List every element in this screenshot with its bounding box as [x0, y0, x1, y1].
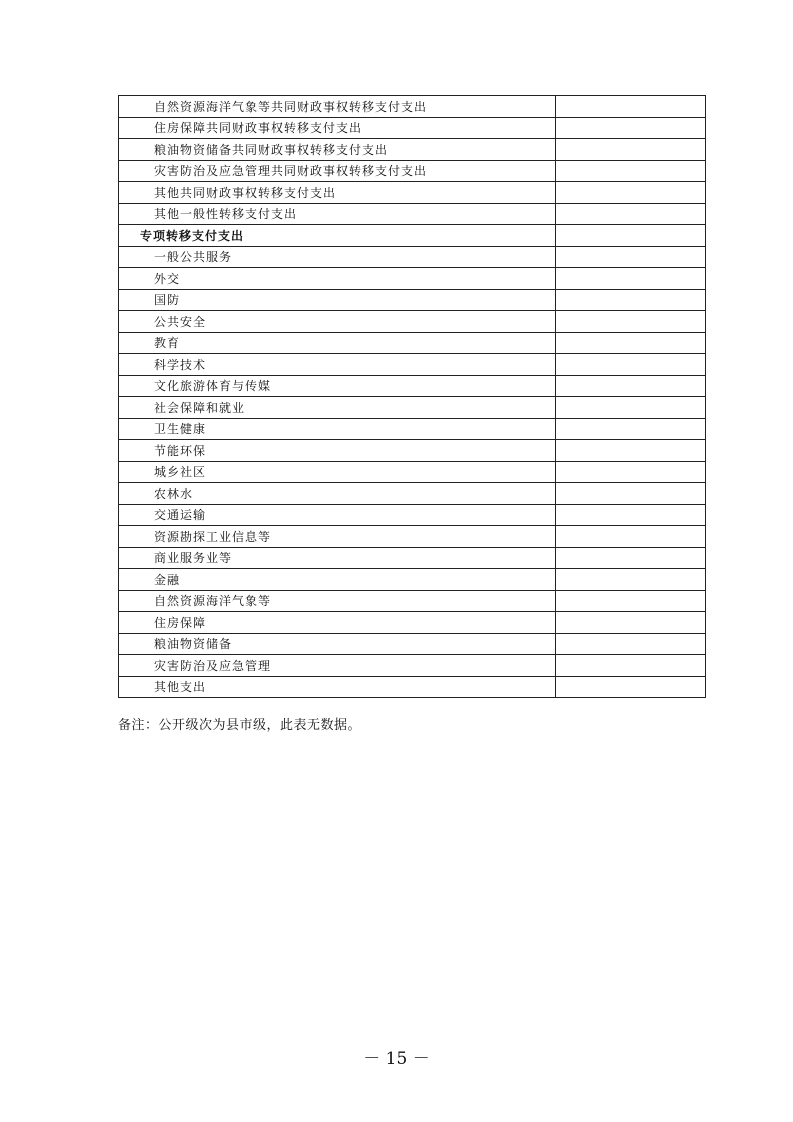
table-row [119, 117, 706, 139]
row-value [556, 676, 706, 698]
row-label: 社会保障和就业 [119, 397, 556, 419]
table-row [119, 332, 706, 354]
row-value [556, 547, 706, 569]
row-value [556, 203, 706, 225]
row-value [556, 354, 706, 376]
row-label: 灾害防治及应急管理共同财政事权转移支付支出 [119, 160, 556, 182]
table-row [119, 547, 706, 569]
row-label: 自然资源海洋气象等共同财政事权转移支付支出 [119, 96, 556, 118]
row-value [556, 311, 706, 333]
row-label: 其他支出 [119, 676, 556, 698]
row-label: 自然资源海洋气象等 [119, 590, 556, 612]
table-row [119, 96, 706, 118]
row-label: 交通运输 [119, 504, 556, 526]
table-row [119, 461, 706, 483]
table-row [119, 182, 706, 204]
table-row [119, 139, 706, 161]
footnote: 备注：公开级次为县市级，此表无数据。 [118, 718, 362, 733]
table-row [119, 504, 706, 526]
row-label: 专项转移支付支出 [119, 225, 556, 247]
expenditure-table-body [119, 96, 706, 698]
row-label: 外交 [119, 268, 556, 290]
row-label: 金融 [119, 569, 556, 591]
table-row [119, 440, 706, 462]
table-row [119, 225, 706, 247]
table-row [119, 676, 706, 698]
row-value [556, 117, 706, 139]
row-value [556, 504, 706, 526]
table-row [119, 612, 706, 634]
row-value [556, 633, 706, 655]
table-row [119, 590, 706, 612]
row-value [556, 246, 706, 268]
table-row [119, 289, 706, 311]
row-value [556, 418, 706, 440]
table-row [119, 354, 706, 376]
row-label: 教育 [119, 332, 556, 354]
expenditure-table [118, 95, 706, 698]
row-label: 文化旅游体育与传媒 [119, 375, 556, 397]
row-label: 其他共同财政事权转移支付支出 [119, 182, 556, 204]
row-label: 一般公共服务 [119, 246, 556, 268]
row-label: 公共安全 [119, 311, 556, 333]
row-label: 粮油物资储备共同财政事权转移支付支出 [119, 139, 556, 161]
row-value [556, 160, 706, 182]
table-row [119, 397, 706, 419]
row-value [556, 397, 706, 419]
table-row [119, 418, 706, 440]
table-row [119, 375, 706, 397]
page-number: － 15 － [363, 1049, 430, 1069]
row-value [556, 483, 706, 505]
row-value [556, 655, 706, 677]
row-label: 农林水 [119, 483, 556, 505]
row-label: 资源勘探工业信息等 [119, 526, 556, 548]
row-label: 其他一般性转移支付支出 [119, 203, 556, 225]
row-value [556, 225, 706, 247]
row-label: 商业服务业等 [119, 547, 556, 569]
row-value [556, 139, 706, 161]
table-row [119, 246, 706, 268]
row-value [556, 268, 706, 290]
row-label: 灾害防治及应急管理 [119, 655, 556, 677]
row-value [556, 526, 706, 548]
row-label: 卫生健康 [119, 418, 556, 440]
row-value [556, 612, 706, 634]
table-row [119, 483, 706, 505]
table-row [119, 311, 706, 333]
row-label: 节能环保 [119, 440, 556, 462]
row-value [556, 96, 706, 118]
row-value [556, 440, 706, 462]
row-value [556, 289, 706, 311]
table-row [119, 160, 706, 182]
expenditure-table-container [118, 95, 706, 698]
row-value [556, 569, 706, 591]
table-row [119, 655, 706, 677]
row-label: 住房保障 [119, 612, 556, 634]
row-label: 科学技术 [119, 354, 556, 376]
row-value [556, 461, 706, 483]
row-value [556, 375, 706, 397]
table-row [119, 633, 706, 655]
row-label: 国防 [119, 289, 556, 311]
row-value [556, 590, 706, 612]
row-label: 城乡社区 [119, 461, 556, 483]
table-row [119, 268, 706, 290]
row-label: 粮油物资储备 [119, 633, 556, 655]
row-label: 住房保障共同财政事权转移支付支出 [119, 117, 556, 139]
table-row [119, 526, 706, 548]
row-value [556, 332, 706, 354]
table-row [119, 569, 706, 591]
table-row [119, 203, 706, 225]
row-value [556, 182, 706, 204]
